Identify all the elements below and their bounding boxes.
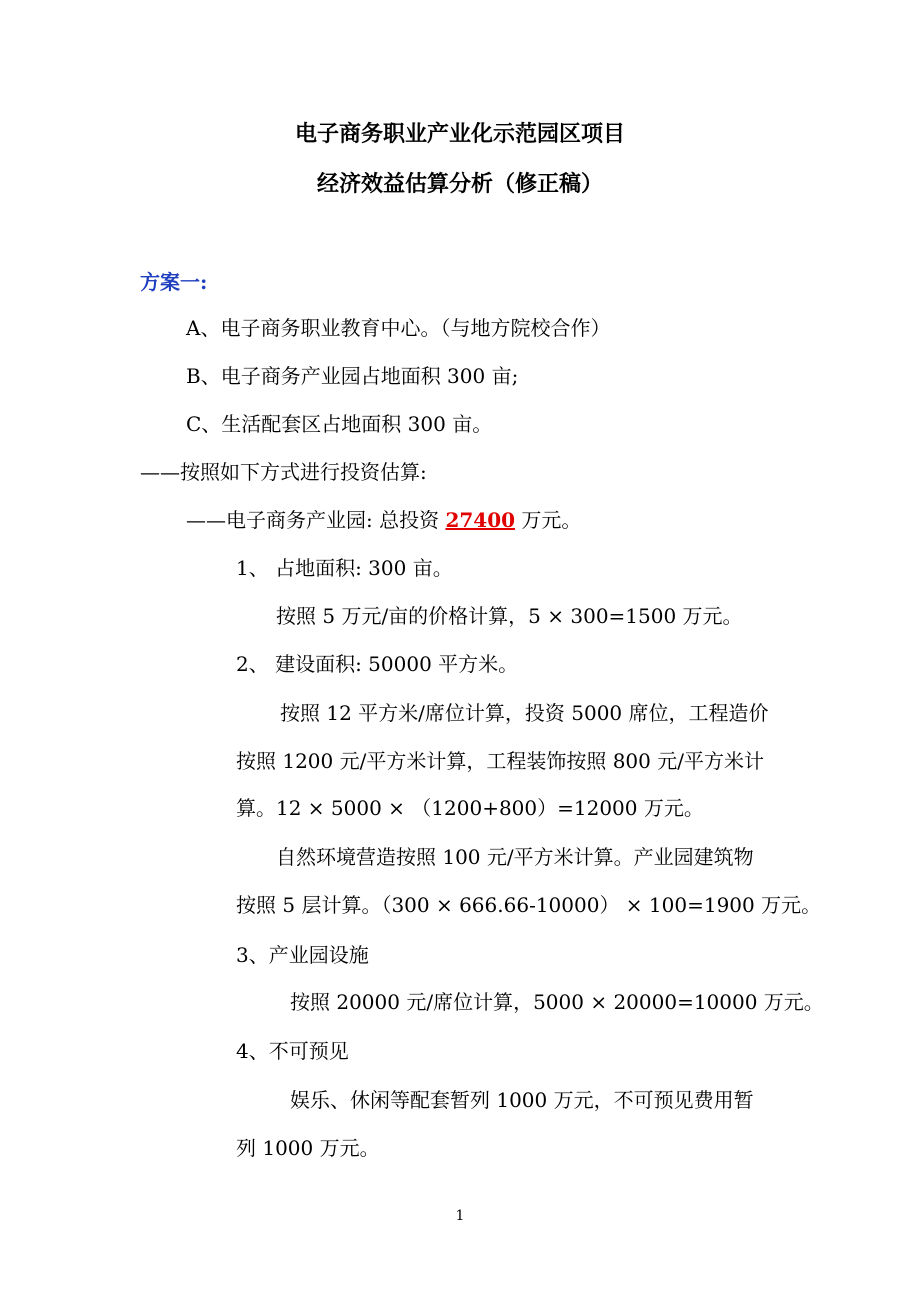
item-b: B、电子商务产业园占地面积 300 亩; bbox=[186, 364, 519, 388]
park-investment-line bbox=[186, 508, 581, 532]
total-investment-amount: 27400 bbox=[445, 508, 516, 532]
section-3-heading: 3、产业园设施 bbox=[236, 943, 369, 967]
body-line: 自然环境营造按照 100 元/平方米计算。产业园建筑物 bbox=[276, 845, 754, 869]
method-line: ——按照如下方式进行投资估算: bbox=[140, 460, 427, 484]
section-2-heading: 2、 建设面积: 50000 平方米。 bbox=[236, 652, 519, 676]
body-line: 按照 20000 元/席位计算，5000 × 20000=10000 万元。 bbox=[290, 990, 824, 1014]
body-line: 算。12 × 5000 × （1200+800）=12000 万元。 bbox=[236, 796, 704, 820]
park-suffix: 万元。 bbox=[515, 508, 582, 532]
park-prefix: ——电子商务产业园: 总投资 bbox=[186, 508, 446, 532]
item-c: C、生活配套区占地面积 300 亩。 bbox=[186, 412, 493, 436]
body-line: 按照 5 万元/亩的价格计算，5 × 300=1500 万元。 bbox=[276, 604, 743, 628]
body-line: 列 1000 万元。 bbox=[236, 1136, 380, 1160]
body-line: 按照 1200 元/平方米计算，工程装饰按照 800 元/平方米计 bbox=[236, 749, 764, 773]
item-a: A、电子商务职业教育中心。（与地方院校合作） bbox=[186, 316, 611, 340]
doc-title-line-1: 电子商务职业产业化示范园区项目 bbox=[294, 121, 625, 147]
body-line: 娱乐、休闲等配套暂列 1000 万元，不可预见费用暂 bbox=[290, 1088, 754, 1112]
section-4-heading: 4、不可预见 bbox=[236, 1039, 349, 1063]
doc-title-line-2: 经济效益估算分析（修正稿） bbox=[316, 171, 603, 197]
body-line: 按照 12 平方米/席位计算，投资 5000 席位，工程造价 bbox=[280, 701, 769, 725]
section-1-heading: 1、 占地面积: 300 亩。 bbox=[236, 556, 453, 580]
body-line: 按照 5 层计算。（300 × 666.66-10000） × 100=1900 万元。 bbox=[236, 893, 822, 917]
page-number: 1 bbox=[455, 1208, 465, 1224]
plan-heading: 方案一: bbox=[140, 270, 208, 294]
